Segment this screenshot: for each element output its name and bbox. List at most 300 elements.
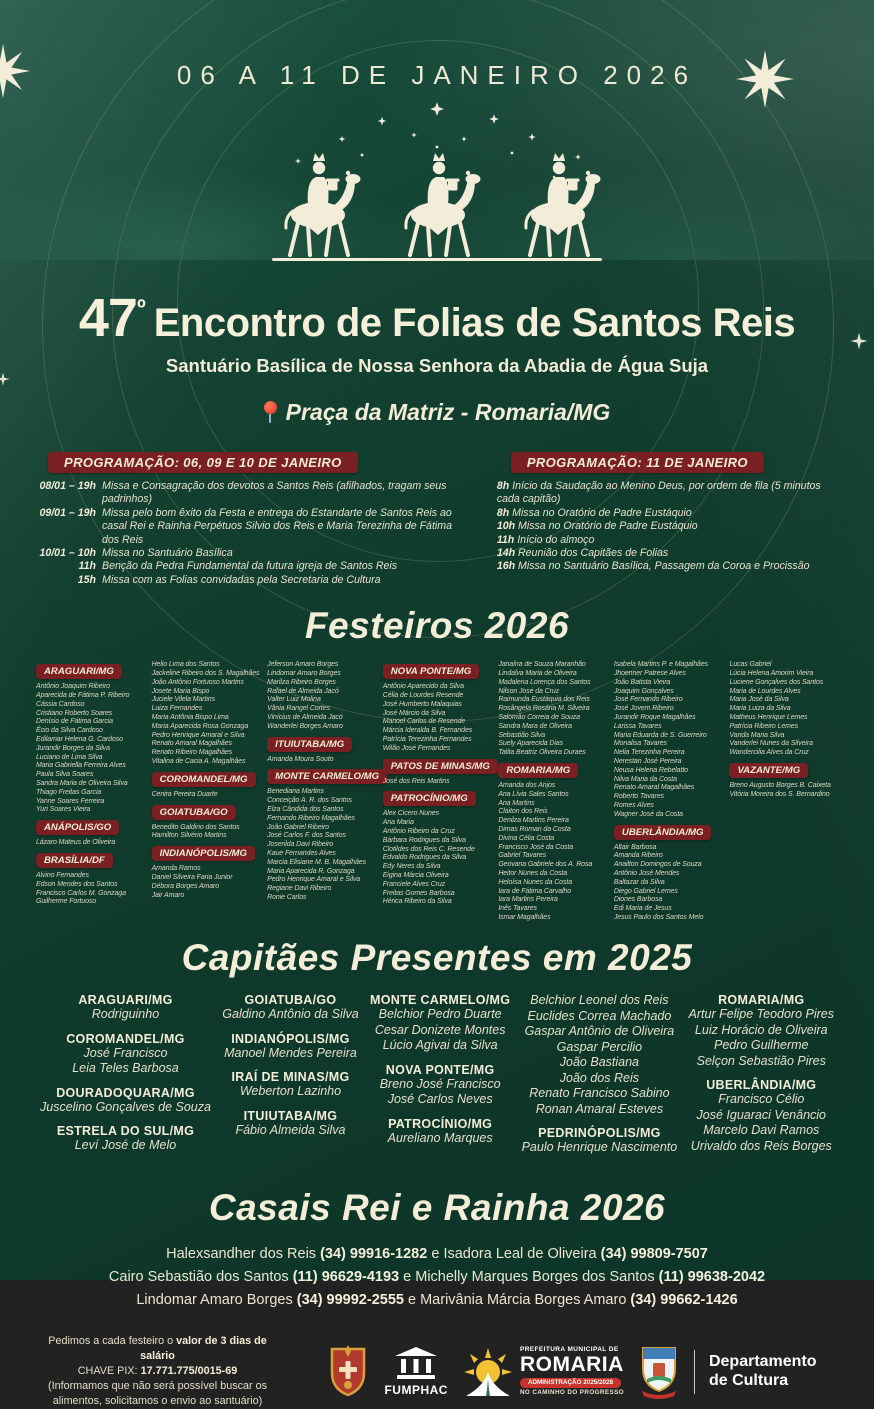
three-kings-svg [202, 95, 672, 277]
pix-key: 17.771.775/0015-69 [140, 1365, 238, 1378]
festeiro-name: Wanderlei Borges Amaro [267, 722, 343, 730]
festeiro-name: Gabriel Tavares [498, 852, 546, 860]
capitao-name: João Bastiana [559, 1055, 640, 1070]
festeiros-column [614, 661, 723, 923]
capitaes-city-group [222, 1070, 358, 1100]
festeiro-name: Hamilton Silvério Martins [151, 832, 227, 840]
festeiro-name: Heitor Nunes da Costa [498, 869, 568, 877]
program-item-text: Missa no Oratório de Padre Eustáquio [518, 520, 698, 533]
program-item-time: 14h [496, 547, 519, 560]
festeiro-name: Lúcia Helena Amorim Vieira [729, 670, 814, 678]
casal-line [0, 1289, 874, 1312]
program-item [34, 480, 471, 507]
program-item [34, 507, 471, 547]
festeiro-name: José Jovem Ribeiro [613, 705, 674, 713]
festeiro-name: Maria de Lourdes Alves [729, 687, 801, 695]
festeiro-name: Écio da Silva Cardoso [36, 727, 103, 735]
festeiro-name: Ana Maria [382, 819, 414, 827]
capitao-name: Belchior Pedro Duarte [378, 1007, 502, 1022]
footer [0, 1334, 874, 1409]
festeiro-name: Yuri Soares Vieira [36, 806, 91, 814]
program-item-time: 08/01 – 19h [39, 480, 96, 492]
program-item-text: Benção da Pedra Fundamental da futura igreja de Santos Reis [102, 560, 398, 573]
festeiro-name: Edson Mendes dos Santos [36, 880, 118, 888]
festeiro-name: Antônio Joaquim Ribeiro [36, 683, 110, 691]
program-item-text: Missa no Santuário Basílica, Passagem da Coroa e Procissão [518, 560, 810, 573]
program-item-time: 10h [496, 520, 519, 533]
prefeitura-text-block [520, 1347, 624, 1396]
program-item-text: Missa pelo bom êxito da Festa e entrega do Estandarte de Santos Reis ao casal Rei e Rainha Perpétuos Silvio dos Reis e Maria Terezinha de Fátima dos Reis [102, 506, 452, 546]
sun-road-icon [462, 1346, 514, 1398]
festeiro-name: Romes Alves [613, 802, 654, 809]
festeiro-name: Jeferson Amaro Borges [267, 661, 339, 669]
capitaes-city-group [222, 1032, 358, 1062]
program-section [0, 452, 874, 587]
casal-conjunction: e [403, 1292, 421, 1309]
festeiro-name: José Fernando Ribeiro [613, 696, 683, 704]
festeiro-name: Vitalina de Cacia A. Magalhães [151, 758, 246, 766]
capitao-name: Breno José Francisco [379, 1076, 501, 1091]
festeiro-name: Maria Antônia Bispo Lima [151, 714, 229, 722]
capitao-name: João dos Reis [559, 1070, 639, 1085]
church-crest-logo [326, 1345, 370, 1399]
capitao-name: Aureliano Marques [387, 1130, 493, 1145]
festeiro-name: Cenira Pereira Duarte [151, 790, 218, 798]
fumphac-building-icon [395, 1347, 437, 1381]
festeiro-name: Antônio José Mendes [613, 869, 680, 877]
festeiro-name: Breno Augusto Borges B. Caixeta [729, 782, 831, 790]
location-line [0, 399, 874, 426]
location-text: Praça da Matriz - Romaria/MG [285, 399, 611, 425]
program-item-time: 10/01 – 10h [39, 547, 96, 560]
program-right-column [497, 452, 840, 587]
capitao-name: Weberton Lazinho [239, 1084, 342, 1099]
program-item-text: Início do almoço [517, 533, 595, 546]
festeiro-name: Jesus Paulo dos Santos Melo [613, 913, 704, 921]
capitaes-city-group [689, 1078, 834, 1154]
casal-phone-a: (34) 99992-2555 [296, 1292, 404, 1309]
city-crest-logo [638, 1345, 680, 1399]
festeiro-name: Janaína de Souza Maranhão [498, 661, 586, 669]
casal-line [0, 1243, 874, 1266]
festeiro-name: Maria Luiza da Silva [729, 705, 791, 713]
program-item [497, 520, 840, 533]
capitaes-city-group [222, 1109, 358, 1139]
capitao-name: Luiz Horácio de Oliveira [694, 1022, 828, 1037]
capitaes-city-header: ARAGUARI/MG [78, 993, 173, 1008]
capitaes-city-header: UBERLÂNDIA/MG [706, 1078, 817, 1093]
payment-note [30, 1334, 285, 1409]
festeiros-column [152, 661, 261, 900]
festeiro-name: Jair Amaro [151, 891, 185, 899]
festeiros-column [498, 661, 607, 923]
program-item-time: 09/01 – 19h [39, 506, 96, 519]
program-item-text: Missa no Santuário Basílica [102, 547, 233, 560]
festeiro-name: Diones Barbosa [613, 896, 663, 904]
salary-note-bold: valor de 3 dias de salário [140, 1335, 267, 1363]
festeiro-name: Márcia Ideralda B. Fernandes [382, 727, 473, 735]
festeiro-name: Amanda Ribeiro [613, 852, 663, 860]
festeiro-name: Joaquim Gonçalves [613, 687, 674, 695]
capitaes-city-group [40, 993, 211, 1023]
program-item [34, 574, 471, 587]
capitao-name: Cesar Donizete Montes [374, 1022, 506, 1037]
festeiro-name: Freitas Gomes Barbosa [382, 889, 455, 897]
program-right-header: PROGRAMAÇÃO: 11 DE JANEIRO [511, 452, 764, 473]
festeiro-name: Luiza Fernandes [151, 705, 203, 713]
prefeitura-logo [462, 1346, 624, 1398]
capitaes-title: Capitães Presentes em 2025 [181, 937, 693, 979]
logos-row [299, 1345, 844, 1399]
capitaes-city-group [370, 993, 510, 1054]
festeiros-city-badge: UBERLÂNDIA/MG [614, 825, 712, 840]
capitaes-city-header: MONTE CARMELO/MG [370, 993, 511, 1008]
festeiro-name: José Carlos F. dos Santos [267, 832, 346, 840]
capitaes-city-group [522, 1126, 678, 1156]
festeiro-name: José dos Reis Martins [382, 777, 450, 785]
casal-name-b: Michelly Marques Borges dos Santos [415, 1269, 659, 1286]
program-item-time: 8h [496, 480, 513, 492]
vertical-divider [694, 1350, 695, 1394]
capitao-name: Fábio Almeida Silva [235, 1122, 346, 1137]
festeiros-city-badge: PATROCÍNIO/MG [383, 791, 476, 806]
festeiros-city-badge: BRASÍLIA/DF [36, 853, 113, 868]
casais-list [0, 1243, 874, 1312]
festeiro-name: Josete Maria Bispo [151, 687, 210, 695]
festeiro-name: Altair Barbosa [613, 843, 657, 851]
festeiro-name: Ronie Carlos [267, 893, 307, 901]
festeiro-name: Nelia Terezinha Pereira [613, 749, 685, 757]
festeiro-name: Vitória Moreira dos S. Bernardino [729, 790, 830, 798]
festeiro-name: Joserilda Davi Ribeiro [267, 841, 334, 849]
festeiro-name: Jackeline Ribeiro dos S. Magalhães [151, 670, 260, 678]
capitao-name: Leví José de Melo [74, 1138, 177, 1153]
festeiro-name: Vinícius de Almeida Jacó [267, 714, 343, 722]
festeiro-name: Maria Eduarda de S. Guerreiro [613, 731, 707, 739]
festeiro-name: Raimunda Eustáquia dos Reis [498, 696, 590, 704]
delivery-note: (Informamos que não será possível buscar os alimentos, solicitamos o envio ao santuário) [47, 1380, 268, 1408]
festeiro-name: Edvaldo Rodrigues da Silva [382, 854, 467, 862]
casal-phone-b: (34) 99809-7507 [600, 1246, 708, 1263]
date-banner: 06 A 11 DE JANEIRO 2026 [176, 60, 698, 90]
festeiro-name: Aparecida de Fátima P. Ribeiro [36, 692, 130, 700]
festeiro-name: Paula Silva Soares [36, 771, 94, 779]
festeiro-name: Wilão José Fernandes [382, 744, 451, 752]
festeiro-name: Salomão Correia de Souza [498, 714, 580, 722]
capitaes-column [222, 993, 358, 1171]
fumphac-logo [384, 1347, 448, 1397]
festeiro-name: Madalena Lorença dos Santos [498, 678, 591, 686]
pix-label: CHAVE PIX: [77, 1365, 141, 1378]
capitao-name: Urivaldo dos Reis Borges [690, 1138, 832, 1153]
capitao-name: Ronan Amaral Esteves [535, 1101, 664, 1116]
festeiro-name: Baltazar da Silva [613, 878, 665, 886]
three-kings-illustration [0, 95, 874, 277]
salary-note [30, 1334, 285, 1364]
capitaes-city-header: GOIATUBA/GO [244, 993, 337, 1008]
festeiro-name: Conceição A. R. dos Santos [267, 797, 352, 805]
prefeitura-admin-badge: ADMINISTRAÇÃO 2025/2028 [520, 1378, 621, 1388]
program-right-items [497, 480, 840, 574]
program-item-text: Missa e Consagração dos devotos a Santos Reis (afilhados, tragam seus padrinhos) [102, 480, 447, 506]
capitaes-city-group [40, 1032, 211, 1077]
festeiro-name: Clotildes dos Reis C. Resende [382, 845, 475, 853]
festeiro-name: Roberto Tavares [613, 793, 664, 801]
capitaes-column [689, 993, 834, 1171]
dept-line2: de Cultura [708, 1371, 789, 1389]
festeiro-name: Benediana Martins [267, 788, 324, 796]
city-crest-icon [638, 1345, 680, 1399]
festeiro-name: Pedro Henrique Amaral e Silva [267, 876, 361, 884]
festeiro-name: Maria Aparecida Rosa Gonzaga [151, 722, 249, 730]
festeiro-name: Inês Tavares [498, 905, 537, 913]
festeiro-name: Maria José da Silva [729, 696, 789, 704]
church-crest-icon [326, 1345, 370, 1399]
festeiro-name: Marilza Ribeiro Borges [267, 678, 336, 686]
festeiros-city-badge: INDIANÓPOLIS/MG [152, 846, 255, 861]
capitaes-city-header: INDIANÓPOLIS/MG [231, 1031, 350, 1046]
festeiro-name: Helio Lima dos Santos [151, 661, 220, 669]
program-item [34, 560, 471, 573]
festeiros-title: Festeiros 2026 [304, 605, 570, 647]
capitao-name: Francisco Célio [718, 1092, 805, 1107]
festeiro-name: Yanne Soares Ferreira [36, 797, 105, 805]
festeiro-name: Pedro Henrique Amaral e Silva [151, 731, 245, 739]
festeiro-name: Sebastião Silva [498, 731, 546, 739]
venue-subtitle: Santuário Basílica de Nossa Senhora da Abadia de Água Suja [165, 355, 709, 376]
festeiro-name: Edi Maria de Jesus [613, 905, 672, 913]
casal-name-a: Lindomar Amaro Borges [136, 1292, 297, 1309]
festeiro-name: José Márcio da Silva [382, 709, 446, 717]
casal-name-a: Cairo Sebastião dos Santos [108, 1269, 293, 1286]
festeiro-name: Marcia Elisiane M. B. Magalhães [267, 858, 366, 866]
capitao-name: Renato Francisco Sabino [529, 1086, 670, 1101]
capitaes-city-group [40, 1086, 211, 1116]
prefeitura-name: ROMARIA [519, 1353, 624, 1377]
capitaes-city-group [40, 1124, 211, 1154]
festeiro-name: Amanda dos Anjos [498, 782, 556, 790]
festeiro-name: Débora Borges Amaro [151, 882, 220, 890]
festeiro-name: Manoel Carlos de Resende [382, 718, 466, 726]
capitaes-city-header: ITUIUTABA/MG [243, 1108, 338, 1123]
event-name: Encontro de Folias de Santos Reis [153, 301, 796, 345]
festeiro-name: Edy Neres da Silva [382, 863, 441, 871]
festeiro-name: Cássia Cardoso [36, 700, 85, 708]
program-item-text: Reunião dos Capitães de Folias [518, 547, 669, 560]
festeiro-name: Iara Martins Pereira [498, 896, 558, 904]
festeiro-name: Renato Amaral Magalhães [151, 740, 232, 748]
capitao-name: Artur Felipe Teodoro Pires [688, 1007, 834, 1022]
festeiro-name: Fernando Ribeiro Magalhães [267, 814, 355, 822]
capitao-name: Manoel Mendes Pereira [224, 1045, 357, 1060]
capitao-name: Gaspar Percilio [556, 1039, 643, 1054]
capitaes-column [522, 993, 678, 1171]
festeiro-name: Bárbara Rodrigues da Silva [382, 836, 466, 844]
capitaes-city-header: DOURADOQUARA/MG [56, 1085, 195, 1100]
capitao-name: Rodriguinho [91, 1007, 160, 1022]
festeiro-name: Diego Gabriel Lemes [613, 887, 678, 895]
festeiro-name: João Gabriel Ribeiro [267, 823, 329, 831]
festeiro-name: Claiton dos Reis [498, 808, 548, 816]
festeiro-name: Sandra Mara de Oliveira [498, 722, 572, 730]
festeiro-name: Dimas Roman da Costa [498, 826, 571, 833]
festeiros-column [267, 661, 380, 903]
festeiro-name: Ismar Magalhães [498, 913, 551, 921]
festeiro-name: Daniel Silveira Faria Junior [151, 874, 233, 881]
festeiro-name: Amanda Ramos [151, 865, 201, 873]
dept-line1: Departamento [708, 1353, 817, 1371]
festeiro-name: Nerestan José Pereira [613, 758, 682, 766]
festeiros-city-badge: NOVA PONTE/MG [383, 664, 479, 679]
casal-conjunction: e [399, 1269, 416, 1286]
festeiro-name: Lucas Gabriel [729, 661, 772, 669]
capitao-name: Leia Teles Barbosa [72, 1061, 179, 1076]
festeiro-name: Isabela Martins P. e Magalhães [613, 661, 709, 669]
program-item [497, 507, 840, 520]
festeiro-name: Alex Cicero Nunes [382, 810, 440, 818]
festeiros-city-badge: ANÁPOLIS/GO [36, 820, 119, 835]
festeiro-name: Franciele Alves Cruz [382, 880, 446, 888]
casal-line [0, 1266, 874, 1289]
festeiro-name: Vanderlei Nunes da Silveira [729, 740, 813, 748]
capitao-name: Selçon Sebastião Pires [696, 1053, 826, 1068]
capitaes-grid [0, 993, 874, 1171]
program-item [497, 560, 840, 573]
festeiro-name: Talita Beatriz Oliveira Duraes [498, 749, 586, 757]
festeiro-name: Anailton Domingos de Souza [613, 861, 702, 869]
festeiro-name: Geovana Gabriele dos A. Rosa [498, 861, 593, 869]
capitaes-city-header: ESTRELA DO SUL/MG [56, 1124, 195, 1139]
festeiro-name: Luciene Gonçalves dos Santos [729, 678, 824, 686]
program-item-time: 15h [77, 573, 96, 586]
festeiros-column [36, 661, 145, 907]
festeiros-grid [0, 661, 874, 923]
program-item [497, 534, 840, 547]
prefeitura-top-label: PREFEITURA MUNICIPAL DE [519, 1346, 619, 1354]
fumphac-label: FUMPHAC [384, 1382, 448, 1397]
festeiro-name: Jhoenner Patrese Alves [613, 670, 686, 678]
festeiro-name: Maria Gabriella Ferreira Alves [36, 762, 126, 770]
festeiros-city-badge: MONTE CARMELO/MG [267, 769, 387, 784]
festeiro-name: Francisco Carlos M. Gonzaga [36, 889, 126, 897]
capitaes-city-group [370, 1117, 510, 1147]
festeiro-name: Rosângela Rosária M. Silveira [498, 705, 590, 713]
festeiro-name: Rafael de Almeida Jacó [267, 687, 339, 695]
capitaes-city-header: PEDRINÓPOLIS/MG [538, 1126, 661, 1141]
festeiros-column [729, 661, 838, 799]
capitaes-column [40, 993, 211, 1171]
festeiro-name: Elza Cândida dos Santos [267, 806, 344, 814]
festeiro-name: Iara de Fátima Carvalho [498, 887, 572, 895]
festeiros-city-badge: GOIATUBA/GO [152, 805, 236, 820]
festeiro-name: Juciele Vilela Martins [151, 696, 215, 704]
festeiro-name: Antônio Ribeiro da Cruz [382, 828, 455, 836]
festeiro-name: Lindomar Amaro Borges [267, 670, 341, 678]
department-of-culture-label [709, 1353, 817, 1390]
festeiro-name: Benedito Galdino dos Santos [151, 823, 240, 831]
program-left-header: PROGRAMAÇÃO: 06, 09 E 10 DE JANEIRO [48, 452, 358, 473]
festeiro-name: Vanda Maria Silva [729, 731, 785, 739]
festeiro-name: Jurandir Roque Magalhães [613, 714, 696, 722]
festeiro-name: Nilson José da Cruz [498, 687, 560, 695]
festeiro-name: Eigina Márcia Oliveira [382, 872, 449, 879]
capitaes-city-header: ROMARIA/MG [718, 993, 805, 1008]
program-item-time: 8h [496, 506, 513, 519]
festeiro-name: Kaue Fernandes Alves [267, 850, 336, 857]
festeiros-city-badge: ARAGUARI/MG [36, 664, 122, 679]
program-item-text: Início da Saudação ao Menino Deus, por ordem de fila (5 minutos cada capitão) [496, 480, 821, 506]
casal-phone-b: (34) 99662-1426 [630, 1292, 738, 1309]
festeiro-name: Renato Ribeiro Magalhães [151, 749, 233, 757]
program-item-time: 11h [78, 560, 96, 573]
casal-name-b: Isadora Leal de Oliveira [443, 1246, 601, 1263]
festeiro-name: Renato Amaral Magalhães [613, 784, 695, 792]
festeiro-name: Heloísa Nunes da Costa [498, 878, 572, 886]
festeiro-name: João Batista Vieira [613, 678, 671, 686]
capitaes-column [370, 993, 510, 1171]
capitao-name: Marcelo Davi Ramos [703, 1123, 820, 1138]
edition-number: 47 [78, 288, 137, 348]
festeiro-name: Alvino Fernandes [36, 872, 89, 879]
festeiro-name: Célia de Lourdes Resende [382, 692, 464, 700]
pix-line [30, 1364, 285, 1379]
festeiro-name: Luciano de Lima Silva [36, 753, 103, 761]
festeiro-name: João Antônio Fortuoso Martins [151, 678, 244, 686]
program-item-text: Missa com as Folias convidadas pela Secretaria de Cultura [102, 573, 381, 586]
capitao-name: Juscelino Gonçalves de Souza [40, 1099, 211, 1114]
festeiros-column [383, 661, 492, 907]
casal-conjunction: e [427, 1246, 444, 1263]
capitaes-city-group [689, 993, 834, 1069]
capitao-name: José Carlos Neves [387, 1092, 493, 1107]
festeiros-city-badge: VAZANTE/MG [729, 763, 808, 778]
festeiros-city-badge: PATOS DE MINAS/MG [383, 759, 498, 774]
festeiro-name: Hérica Ribeiro da Silva [382, 898, 452, 906]
casal-name-a: Halexsandher dos Reis [166, 1246, 321, 1263]
festeiro-name: Edilamar Helena G. Cardoso [36, 736, 123, 744]
edition-ordinal: º [136, 295, 146, 322]
festeiro-name: Ana Lívia Sales Santos [498, 790, 569, 798]
festeiro-name: Nilva Maria da Costa [613, 775, 677, 783]
festeiro-name: Larissa Tavares [613, 722, 662, 730]
program-item-time: 16h [496, 560, 519, 573]
poster-title [0, 287, 874, 349]
festeiro-name: Patrícia Terezinha Fernandes [382, 736, 472, 744]
festeiro-name: Denilza Martins Pereira [498, 817, 569, 825]
casal-phone-a: (34) 99916-1282 [320, 1246, 428, 1263]
capitaes-city-group [370, 1063, 510, 1108]
festeiro-name: Patrícia Ribeiro Lemes [729, 722, 799, 730]
program-item [497, 480, 840, 507]
map-pin-icon [264, 401, 277, 425]
capitao-name: Belchior Leonel dos Reis [530, 993, 669, 1008]
casal-name-b: Marivânia Márcia Borges Amaro [420, 1292, 631, 1309]
festeiro-name: Monalisa Tavares [613, 740, 667, 748]
festeiro-name: José Humberto Malaquias [382, 700, 462, 708]
capitaes-city-header: NOVA PONTE/MG [385, 1062, 495, 1077]
festeiro-name: Matheus Henrique Lemes [729, 714, 808, 722]
festeiro-name: Thiago Freitas Garcia [36, 788, 102, 796]
program-left-column [34, 452, 471, 587]
festeiro-name: Divina Célia Costa [498, 834, 555, 842]
festeiro-name: Vânia Rangel Cortes [267, 705, 330, 713]
program-left-items [34, 480, 471, 587]
festeiro-name: Amanda Moura Souto [267, 755, 334, 763]
festeiro-name: Guilherme Fortuoso [36, 898, 97, 906]
festeiro-name: Wandercilia Alves da Cruz [729, 749, 809, 757]
festeiros-city-badge: ROMARIA/MG [498, 763, 578, 778]
program-item [34, 547, 471, 560]
